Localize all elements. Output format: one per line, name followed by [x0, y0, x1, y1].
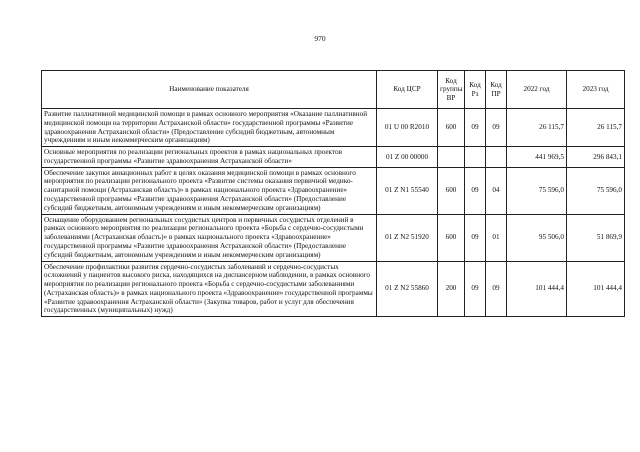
- row-vr: 600: [438, 109, 465, 147]
- budget-table: [41, 70, 625, 317]
- header-csr: Код ЦСР: [377, 71, 438, 109]
- row-2022: 441 969,5: [507, 147, 567, 168]
- table-row: [42, 147, 625, 168]
- row-vr: 200: [438, 261, 465, 317]
- row-2023: 101 444,4: [567, 261, 625, 317]
- header-vr: Код группы ВР: [438, 71, 465, 109]
- table-row: [42, 261, 625, 317]
- row-2022: 75 596,0: [507, 167, 567, 214]
- row-name: Основные мероприятия по реализации региональных проектов в рамках национальных проектов государственной программы «Развитие здравоохранения Астраханской области»: [42, 147, 377, 168]
- row-2023: 296 843,1: [567, 147, 625, 168]
- row-vr: 600: [438, 167, 465, 214]
- page-number: 970: [314, 34, 326, 43]
- row-csr: 01 U 00 R2010: [377, 109, 438, 147]
- row-pr: 01: [486, 214, 507, 261]
- header-rz: Код Рз: [465, 71, 486, 109]
- header-2023: 2023 год: [567, 71, 625, 109]
- row-csr: 01 Z N2 51920: [377, 214, 438, 261]
- row-name: Обеспечение профилактики развития сердечно-сосудистых заболеваний и сердечно-сосудистых осложнений у пациентов высокого риска, находящихся на диспансерном наблюдении, в рамках основного мероприятия по реализации регионального проекта «Борьба с сердечно-сосудистыми заболеваниями (Астраханская область)» в рамках национального проекта «Здравоохранение» государственной программы «Развитие здравоохранения Астраханской области» (Закупка товаров, работ и услуг для обеспечения государственных (муниципальных) нужд): [42, 261, 377, 317]
- row-csr: 01 Z 00 00000: [377, 147, 438, 168]
- row-name: Обеспечение закупки авиационных работ в целях оказания медицинской помощи в рамках основного мероприятия по реализации регионального проекта «Развитие системы оказания первичной медико-санитарной помощи (Астраханская область)» в рамках национального проекта «Здравоохранение» государственной программы «Развитие здравоохранения Астраханской области» (Предоставление субсидий бюджетным, автономным учреждениям и иным некоммерческим организациям): [42, 167, 377, 214]
- row-2023: 51 869,9: [567, 214, 625, 261]
- row-2022: 101 444,4: [507, 261, 567, 317]
- row-pr: [486, 147, 507, 168]
- row-2022: 95 506,0: [507, 214, 567, 261]
- table-row: [42, 109, 625, 147]
- row-2023: 75 596,0: [567, 167, 625, 214]
- header-name: Наименование показателя: [42, 71, 377, 109]
- row-pr: 09: [486, 261, 507, 317]
- row-csr: 01 Z N2 55860: [377, 261, 438, 317]
- row-csr: 01 Z N1 55540: [377, 167, 438, 214]
- header-row: [42, 71, 625, 109]
- row-pr: 04: [486, 167, 507, 214]
- table-row: [42, 167, 625, 214]
- header-pr: Код ПР: [486, 71, 507, 109]
- row-rz: [465, 147, 486, 168]
- row-rz: 09: [465, 167, 486, 214]
- row-vr: [438, 147, 465, 168]
- row-rz: 09: [465, 109, 486, 147]
- row-rz: 09: [465, 261, 486, 317]
- row-name: Оснащение оборудованием региональных сосудистых центров и первичных сосудистых отделений в рамках основного мероприятия по реализации регионального проекта «Борьба с сердечно-сосудистыми заболеваниями (Астраханская область)» в рамках национального проекта «Здравоохранение» государственной программы «Развитие здравоохранения Астраханской области» (Предоставление субсидий бюджетным, автономным учреждениям и иным некоммерческим организациям): [42, 214, 377, 261]
- header-2022: 2022 год: [507, 71, 567, 109]
- row-rz: 09: [465, 214, 486, 261]
- row-vr: 600: [438, 214, 465, 261]
- row-pr: 09: [486, 109, 507, 147]
- row-2023: 26 115,7: [567, 109, 625, 147]
- row-2022: 26 115,7: [507, 109, 567, 147]
- row-name: Развитие паллиативной медицинской помощи в рамках основного мероприятия «Оказание паллиативной медицинской помощи на территории Астраханской области» государственной программы «Развитие здравоохранения Астраханской области» (Предоставление субсидий бюджетным, автономным учреждениям и иным некоммерческим организациям): [42, 109, 377, 147]
- table-row: [42, 214, 625, 261]
